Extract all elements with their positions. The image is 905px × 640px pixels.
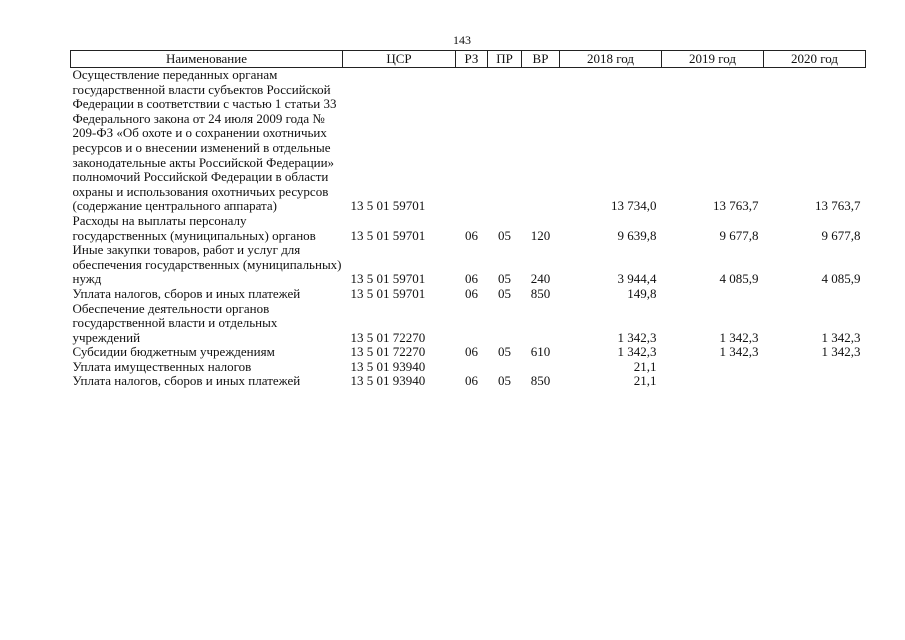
row-pr: 05 (498, 227, 511, 243)
table-row (71, 214, 866, 243)
row-csr: 13 5 01 59701 (350, 271, 426, 287)
row-2020 (764, 287, 866, 302)
row-name: Расходы на выплаты персоналу государственных (муниципальных) органов (72, 212, 316, 243)
row-2019: 13 763,7 (713, 198, 759, 214)
row-csr: 13 5 01 72270 (350, 344, 426, 360)
table-row (71, 243, 866, 287)
row-2018: 1 342,3 (617, 344, 657, 360)
row-pr: 05 (498, 344, 511, 360)
table-row (71, 302, 866, 346)
row-pr: 05 (498, 271, 511, 287)
budget-table-container (70, 50, 865, 389)
header-name: Наименование (71, 51, 343, 68)
row-vr: 240 (530, 271, 551, 287)
row-rz: 06 (465, 344, 478, 360)
row-2020 (764, 360, 866, 375)
row-2018: 149,8 (627, 285, 657, 301)
row-2020: 1 342,3 (821, 329, 861, 345)
row-2020: 13 763,7 (815, 198, 861, 214)
page-number: 143 (453, 33, 471, 47)
row-name: Уплата имущественных налогов (72, 358, 252, 374)
row-rz (456, 360, 488, 375)
table-row (71, 374, 866, 389)
table-header-row (71, 51, 866, 68)
row-vr: 850 (530, 285, 551, 301)
table-row (71, 360, 866, 375)
row-2019: 1 342,3 (719, 329, 759, 345)
row-vr (522, 360, 560, 375)
row-2019 (662, 360, 764, 375)
row-rz (456, 68, 488, 214)
row-name: Уплата налогов, сборов и иных платежей (72, 285, 301, 301)
row-2019 (662, 287, 764, 302)
row-rz: 06 (465, 271, 478, 287)
row-2019: 4 085,9 (719, 271, 759, 287)
row-2019: 1 342,3 (719, 344, 759, 360)
row-2018: 21,1 (633, 373, 657, 389)
row-name: Осуществление переданных органам государственной власти субъектов Российской Федерации в соответствии с частью 1 статьи 33 Федерального закона от 24 июля 2009 года № 209-ФЗ «Об охоте и о сохранении охотничьих ресурсов и о внесении изменений в отдельные законодательные акты Российской Федерации» полномочий Российской Федерации в области охраны и использования охотничьих ресурсов (содержание центрального аппарата) (72, 67, 337, 214)
row-rz: 06 (465, 373, 478, 389)
row-vr (522, 302, 560, 346)
row-vr: 120 (530, 227, 551, 243)
table-row (71, 287, 866, 302)
header-2019: 2019 год (662, 51, 764, 68)
row-pr: 05 (498, 373, 511, 389)
row-2020 (764, 374, 866, 389)
row-2019 (662, 374, 764, 389)
row-2020: 1 342,3 (821, 344, 861, 360)
header-rz: РЗ (456, 51, 488, 68)
row-csr: 13 5 01 93940 (350, 358, 426, 374)
row-2020: 4 085,9 (821, 271, 861, 287)
row-name: Субсидии бюджетным учреждениям (72, 344, 275, 360)
header-vr: ВР (522, 51, 560, 68)
row-rz (456, 302, 488, 346)
row-2019: 9 677,8 (719, 227, 759, 243)
row-name: Обеспечение деятельности органов государственной власти и отдельных учреждений (72, 300, 278, 345)
row-csr: 13 5 01 59701 (350, 198, 426, 214)
row-2018: 1 342,3 (617, 329, 657, 345)
row-pr (488, 68, 522, 214)
row-vr (522, 68, 560, 214)
table-row (71, 68, 866, 214)
row-pr: 05 (498, 285, 511, 301)
row-name: Иные закупки товаров, работ и услуг для обеспечения государственных (муниципальных) нужд (72, 242, 342, 287)
row-csr: 13 5 01 59701 (350, 227, 426, 243)
row-rz: 06 (465, 227, 478, 243)
row-csr: 13 5 01 93940 (350, 373, 426, 389)
header-2018: 2018 год (560, 51, 662, 68)
row-2018: 13 734,0 (611, 198, 657, 214)
row-rz: 06 (465, 285, 478, 301)
header-2020: 2020 год (764, 51, 866, 68)
row-2020: 9 677,8 (821, 227, 861, 243)
row-2018: 21,1 (633, 358, 657, 374)
budget-table (70, 50, 866, 389)
header-csr: ЦСР (343, 51, 456, 68)
row-2018: 9 639,8 (617, 227, 657, 243)
row-name: Уплата налогов, сборов и иных платежей (72, 373, 301, 389)
row-vr: 850 (530, 373, 551, 389)
table-row (71, 345, 866, 360)
row-csr: 13 5 01 72270 (350, 329, 426, 345)
row-pr (488, 302, 522, 346)
row-pr (488, 360, 522, 375)
row-2018: 3 944,4 (617, 271, 657, 287)
header-pr: ПР (488, 51, 522, 68)
row-vr: 610 (530, 344, 551, 360)
row-csr: 13 5 01 59701 (350, 285, 426, 301)
